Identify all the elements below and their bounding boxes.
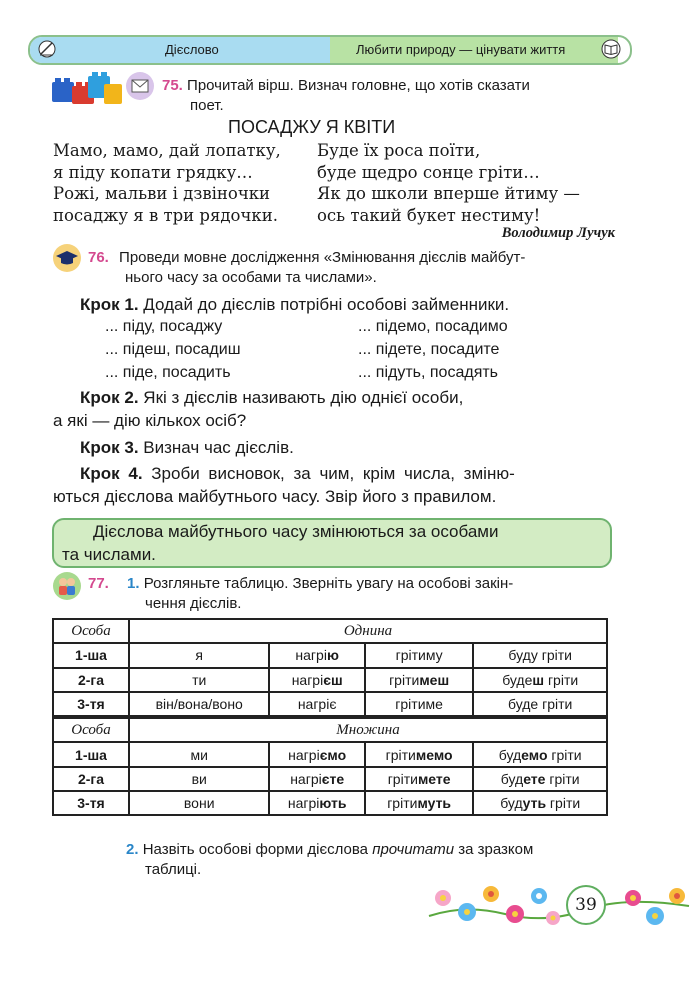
- poem-right-column: [317, 140, 580, 226]
- flower-icon: [506, 905, 524, 923]
- step-4-label: Крок 4.: [80, 464, 143, 483]
- verb-stem: нагрі: [295, 647, 327, 664]
- verb-ending: ю: [326, 647, 339, 664]
- table-header-row: [53, 717, 607, 742]
- verb-tail: гріти: [545, 770, 580, 787]
- rule-line1: Дієслова майбутнього часу змінюються за особами: [93, 522, 499, 541]
- verb-stem: буд: [500, 770, 524, 787]
- ex77-sub2-verb: прочитати: [372, 841, 455, 858]
- verb-ending: ш: [532, 671, 545, 688]
- verb-cell: [269, 791, 364, 815]
- verb-tail: гріти: [538, 696, 573, 713]
- verb-cell: [365, 767, 474, 791]
- pronoun-cell: він/вона/воно: [129, 692, 269, 717]
- verb-tail: гріти: [547, 746, 582, 763]
- verb-stem: гріти: [389, 671, 420, 688]
- letter-icon: [125, 71, 155, 101]
- verb-cell: [473, 668, 607, 692]
- verb-cell: [473, 767, 607, 791]
- verb-stem: буде: [508, 696, 539, 713]
- plural-header: Множина: [129, 717, 607, 742]
- verbs-left-column: [105, 315, 241, 384]
- ex75-task: [162, 76, 530, 96]
- flower-icon: [669, 888, 685, 904]
- verb-cell: [473, 742, 607, 766]
- verb-stem: гріти: [387, 795, 418, 812]
- ex75-task-line2: поет.: [190, 97, 224, 114]
- rule-line2: та числами.: [62, 545, 156, 564]
- verb-pair: ... піду, посаджу: [105, 318, 223, 335]
- verb-ending: емо: [521, 746, 548, 763]
- verb-stem: буд: [500, 795, 523, 812]
- ex77-task: [88, 574, 513, 594]
- ex77-number: 77.: [88, 575, 109, 592]
- poem-line: Мамо, мамо, дай лопатку,: [53, 141, 281, 160]
- step-3: [80, 436, 294, 460]
- poem-title: ПОСАДЖУ Я КВІТИ: [228, 117, 396, 137]
- verb-cell: [473, 692, 607, 717]
- ex77-sub1-line2: чення дієслів.: [145, 595, 242, 612]
- verb-ending: мете: [417, 770, 451, 787]
- step-3-text: Визнач час дієслів.: [138, 438, 294, 457]
- ex76-task: [88, 248, 525, 268]
- verb-stem: буду: [508, 647, 538, 664]
- pronoun-cell: ти: [129, 668, 269, 692]
- person-cell: 3-тя: [53, 692, 129, 717]
- verb-stem: гріти: [387, 770, 418, 787]
- verb-stem: грітиму: [395, 647, 443, 664]
- verb-tail: гріти: [546, 795, 581, 812]
- verb-ending: ете: [523, 770, 546, 787]
- verb-stem: нагрі: [291, 671, 324, 688]
- table-row: [53, 767, 607, 791]
- verb-cell: [269, 742, 364, 766]
- verb-cell: [365, 668, 474, 692]
- ex75-task-line1: Прочитай вірш. Визнач головне, що хотів сказати: [187, 77, 530, 94]
- step-4-line2: ються дієслова майбутнього часу. Звір його з правилом.: [53, 487, 497, 506]
- ex77-sub1-number: 1.: [127, 575, 140, 592]
- flower-icon: [646, 907, 664, 925]
- singular-header: Однина: [129, 619, 607, 643]
- person-cell: 3-тя: [53, 791, 129, 815]
- verb-cell: [269, 668, 364, 692]
- verb-tail: гріти: [537, 647, 572, 664]
- poem-line: ось такий букет нестиму!: [317, 205, 541, 225]
- page-number: 39: [566, 885, 606, 925]
- verb-ending: ють: [319, 795, 347, 812]
- verb-pair: ... підете, посадите: [358, 341, 500, 358]
- flower-icon: [625, 890, 641, 906]
- step-2: [80, 386, 463, 410]
- children-icon: [52, 571, 82, 601]
- ex77-sub2: [126, 840, 533, 860]
- pronoun-cell: я: [129, 643, 269, 667]
- verb-ending: єте: [321, 770, 345, 787]
- table-header-row: [53, 619, 607, 643]
- verb-ending: єш: [323, 671, 343, 688]
- header-left-title: Дієслово: [165, 42, 219, 57]
- person-header: Особа: [53, 717, 129, 742]
- poem-line: Як до школи вперше йтиму —: [317, 184, 580, 203]
- table-row: [53, 791, 607, 815]
- flower-icon: [531, 888, 547, 904]
- verb-ending: муть: [417, 795, 452, 812]
- step-4: [80, 462, 515, 486]
- table-row: [53, 643, 607, 667]
- conjugation-table: [52, 618, 608, 816]
- flowers-decoration: [425, 876, 693, 932]
- step-2-text: Які з дієслів називають дію однієї особи,: [138, 388, 464, 407]
- poem-author: Володимир Лучук: [501, 225, 615, 241]
- ex77-sub2-text-b: за зразком: [454, 841, 534, 858]
- step-1-label: Крок 1.: [80, 295, 139, 314]
- poem-line: буде щедро сонце гріти…: [317, 162, 540, 182]
- flower-icon: [458, 903, 476, 921]
- person-cell: 2-га: [53, 767, 129, 791]
- pen-icon: [36, 40, 58, 58]
- ex77-sub2-line2: таблиці.: [145, 861, 202, 878]
- ex77-sub2-text-a: Назвіть особові форми дієслова: [142, 841, 373, 858]
- verb-ending: ємо: [319, 746, 347, 763]
- table-row: [53, 692, 607, 717]
- verb-cell: [365, 791, 474, 815]
- pronoun-cell: ви: [129, 767, 269, 791]
- flower-icon: [546, 911, 560, 925]
- lego-blocks-icon: [50, 70, 124, 106]
- verb-stem: нагрі: [288, 746, 320, 763]
- step-2-label: Крок 2.: [80, 388, 139, 407]
- ex76-task-line2: нього часу за особами та числами».: [125, 269, 377, 286]
- verb-pair: ... підуть, посадять: [358, 364, 499, 381]
- poem-line: Буде їх роса поїти,: [317, 141, 481, 160]
- verb-stem: буде: [502, 671, 533, 688]
- verb-cell: [473, 643, 607, 667]
- step-3-label: Крок 3.: [80, 438, 139, 457]
- verb-pair: ... підеш, посадиш: [105, 341, 241, 358]
- poem-left-column: [53, 140, 281, 226]
- person-cell: 2-га: [53, 668, 129, 692]
- verb-stem: нагрі: [290, 770, 322, 787]
- verb-cell: [365, 692, 474, 717]
- poem-line: Рожі, мальви і дзвіночки: [53, 184, 271, 203]
- step-2-line2: а які — дію кількох осіб?: [53, 411, 247, 430]
- step-1-text: Додай до дієслів потрібні особові займенники.: [138, 295, 510, 314]
- ex77-sub1-line1: Розгляньте таблицю. Зверніть увагу на особові закін-: [143, 575, 514, 592]
- verb-ending: меш: [419, 671, 450, 688]
- verbs-right-column: [358, 315, 508, 384]
- pronoun-cell: ми: [129, 742, 269, 766]
- verb-stem: грітиме: [395, 696, 443, 713]
- person-cell: 1-ша: [53, 643, 129, 667]
- verb-stem: буд: [498, 746, 522, 763]
- verb-pair: ... підемо, посадимо: [358, 318, 508, 335]
- table-row: [53, 668, 607, 692]
- pronoun-cell: вони: [129, 791, 269, 815]
- flower-icon: [435, 890, 451, 906]
- ex77-sub2-number: 2.: [126, 841, 139, 858]
- verb-stem: нагрі: [287, 795, 320, 812]
- poem-line: посаджу я в три рядочки.: [53, 205, 278, 225]
- verb-tail: гріти: [544, 671, 579, 688]
- book-icon: [600, 39, 622, 59]
- verb-ending: мемо: [415, 746, 453, 763]
- verb-cell: [473, 791, 607, 815]
- step-1: [80, 293, 509, 317]
- person-header: Особа: [53, 619, 129, 643]
- ex76-task-line1: Проведи мовне дослідження «Змінювання дієслів майбут-: [119, 249, 526, 266]
- ex75-number: 75.: [162, 77, 183, 94]
- verb-cell: [365, 742, 474, 766]
- verb-cell: [269, 767, 364, 791]
- verb-cell: [365, 643, 474, 667]
- verb-stem: гріти: [385, 746, 416, 763]
- graduation-cap-icon: [52, 243, 82, 273]
- verb-ending: уть: [522, 795, 547, 812]
- table-row: [53, 742, 607, 766]
- poem-line: я піду копати грядку…: [53, 162, 253, 182]
- flower-icon: [483, 886, 499, 902]
- verb-cell: [269, 692, 364, 717]
- person-cell: 1-ша: [53, 742, 129, 766]
- ex76-number: 76.: [88, 249, 109, 266]
- header-right-title: Любити природу — цінувати життя: [356, 42, 566, 57]
- verb-stem: нагріє: [297, 696, 337, 713]
- verb-pair: ... піде, посадить: [105, 364, 231, 381]
- verb-cell: [269, 643, 364, 667]
- step-4-text: Зроби висновок, за чим, крім числа, зміню-: [142, 464, 515, 483]
